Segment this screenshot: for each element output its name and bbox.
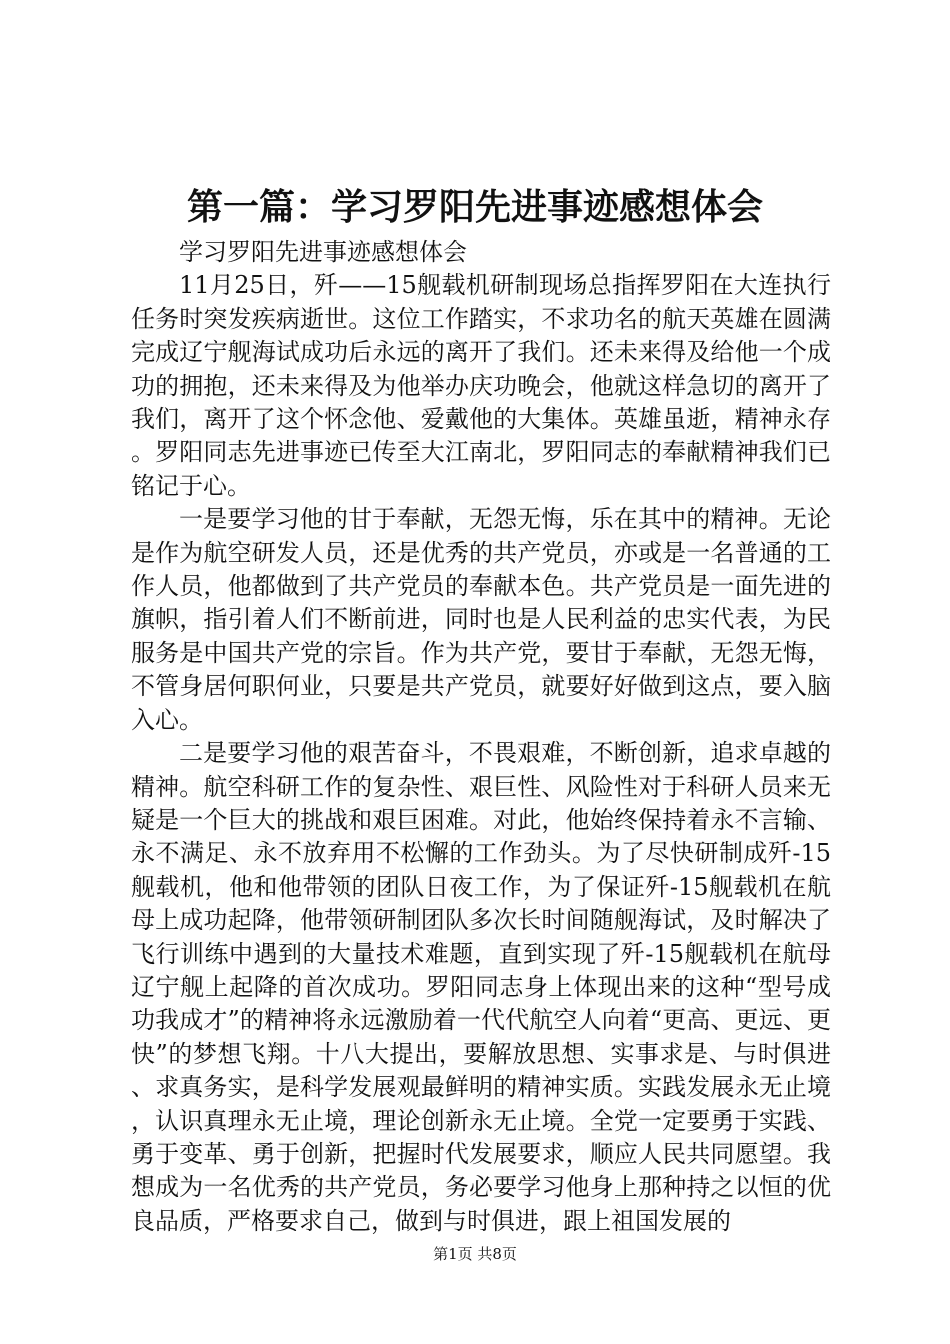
point-two-paragraph: 二是要学习他的艰苦奋斗，不畏艰难，不断创新，追求卓越的精神。航空科研工作的复杂性、艰巨性、风险性对于科研人员来无疑是一个巨大的挑战和艰巨困难。对此，他始终保持着永不言输、永不满足、永不放弃用不松懈的工作劲头。为了尽快研制成歼-15舰载机，他和他带领的团队日夜工作，为了保证歼-15舰载机在航母上成功起降，他带领研制团队多次长时间随舰海试，及时解决了飞行训练中遇到的大量技术难题，直到实现了歼-15舰载机在航母辽宁舰上起降的首次成功。罗阳同志身上体现出来的这种“型号成功我成才”的精神将永远激励着一代代航空人向着“更高、更远、更快”的梦想飞翔。十八大提出，要解放思想、实事求是、与时俱进、求真务实，是科学发展观最鲜明的精神实质。实践发展永无止境，认识真理永无止境，理论创新永无止境。全党一定要勇于实践、勇于变革、勇于创新，把握时代发展要求，顺应人民共同愿望。我想成为一名优秀的共产党员，务必要学习他身上那种持之以恒的优良品质，严格要求自己，做到与时俱进，跟上祖国发展的 <box>131 739 831 1235</box>
document-title: 第一篇：学习罗阳先进事迹感想体会 <box>186 186 763 228</box>
subtitle-paragraph: 学习罗阳先进事迹感想体会 <box>179 238 467 266</box>
document-body <box>131 236 831 1238</box>
point-one-paragraph: 一是要学习他的甘于奉献，无怨无悔，乐在其中的精神。无论是作为航空研发人员，还是优秀的共产党员，亦或是一名普通的工作人员，他都做到了共产党员的奉献本色。共产党员是一面先进的旗帜，指引着人们不断前进，同时也是人民利益的忠实代表，为民服务是中国共产党的宗旨。作为共产党，要甘于奉献，无怨无悔，不管身居何职何业，只要是共产党员，就要好好做到这点，要入脑入心。 <box>131 505 831 734</box>
intro-paragraph: 11月25日，歼——15舰载机研制现场总指挥罗阳在大连执行任务时突发疾病逝世。这位工作踏实，不求功名的航天英雄在圆满完成辽宁舰海试成功后永远的离开了我们。还未来得及给他一个成功的拥抱，还未来得及为他举办庆功晚会，他就这样急切的离开了我们，离开了这个怀念他、爱戴他的大集体。英雄虽逝，精神永存。罗阳同志先进事迹已传至大江南北，罗阳同志的奉献精神我们已铭记于心。 <box>131 271 831 500</box>
page-number-footer: 第1页 共8页 <box>433 1245 517 1263</box>
